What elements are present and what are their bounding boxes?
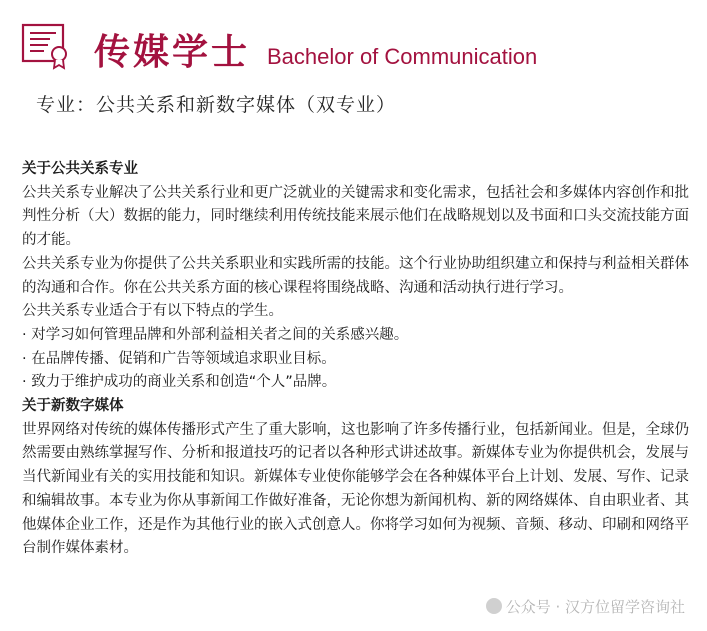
watermark-text: 公众号 · 汉方位留学咨询社	[505, 598, 685, 616]
pr-paragraph: 公共关系专业适合于有以下特点的学生。	[22, 303, 283, 320]
major-line: 专业：公共关系和新数字媒体（双专业）	[36, 94, 397, 116]
pr-section-heading: 关于公共关系专业	[22, 161, 138, 177]
document-body	[22, 158, 694, 561]
pr-bullet-item: · 对学习如何管理品牌和外部利益相关者之间的关系感兴趣。	[22, 326, 409, 343]
watermark	[486, 596, 685, 617]
page-header	[20, 22, 700, 72]
pr-paragraph: 公共关系专业为你提供了公共关系职业和实践所需的技能。这个行业协助组织建立和保持与利益相关群体的沟通和合作。你在公共关系方面的核心课程将围绕战略、沟通和活动执行进行学习。	[22, 255, 689, 296]
wechat-icon	[486, 598, 502, 614]
degree-title-english: Bachelor of Communication	[267, 44, 538, 69]
pr-paragraph: 公共关系专业解决了公共关系行业和更广泛就业的关键需求和变化需求，包括社会和多媒体内容创作和批判性分析（大）数据的能力，同时继续利用传统技能来展示他们在战略规划以及书面和口头交流技能方面的才能。	[22, 184, 689, 249]
pr-bullet-item: · 在品牌传播、促销和广告等领域追求职业目标。	[22, 350, 336, 367]
pr-bullet-item: · 致力于维护成功的商业关系和创造“个人”品牌。	[22, 374, 337, 391]
degree-title-chinese: 传媒学士	[94, 32, 251, 73]
certificate-icon	[20, 22, 72, 70]
media-paragraph: 世界网络对传统的媒体传播形式产生了重大影响，这也影响了许多传播行业，包括新闻业。但是，全球仍然需要由熟练掌握写作、分析和报道技巧的记者以各种形式讲述故事。新媒体专业为你提供机会，发展与当代新闻业有关的实用技能和知识。新媒体专业使你能够学会在各种媒体平台上计划、发展、写作、记录和编辑故事。本专业为你从事新闻工作做好准备，无论你想为新闻机构、新的网络媒体、自由职业者、其他媒体企业工作，还是作为其他行业的嵌入式创意人。你将学习如何为视频、音频、移动、印刷和网络平台制作媒体素材。	[22, 421, 689, 557]
media-section-heading: 关于新数字媒体	[22, 398, 124, 415]
